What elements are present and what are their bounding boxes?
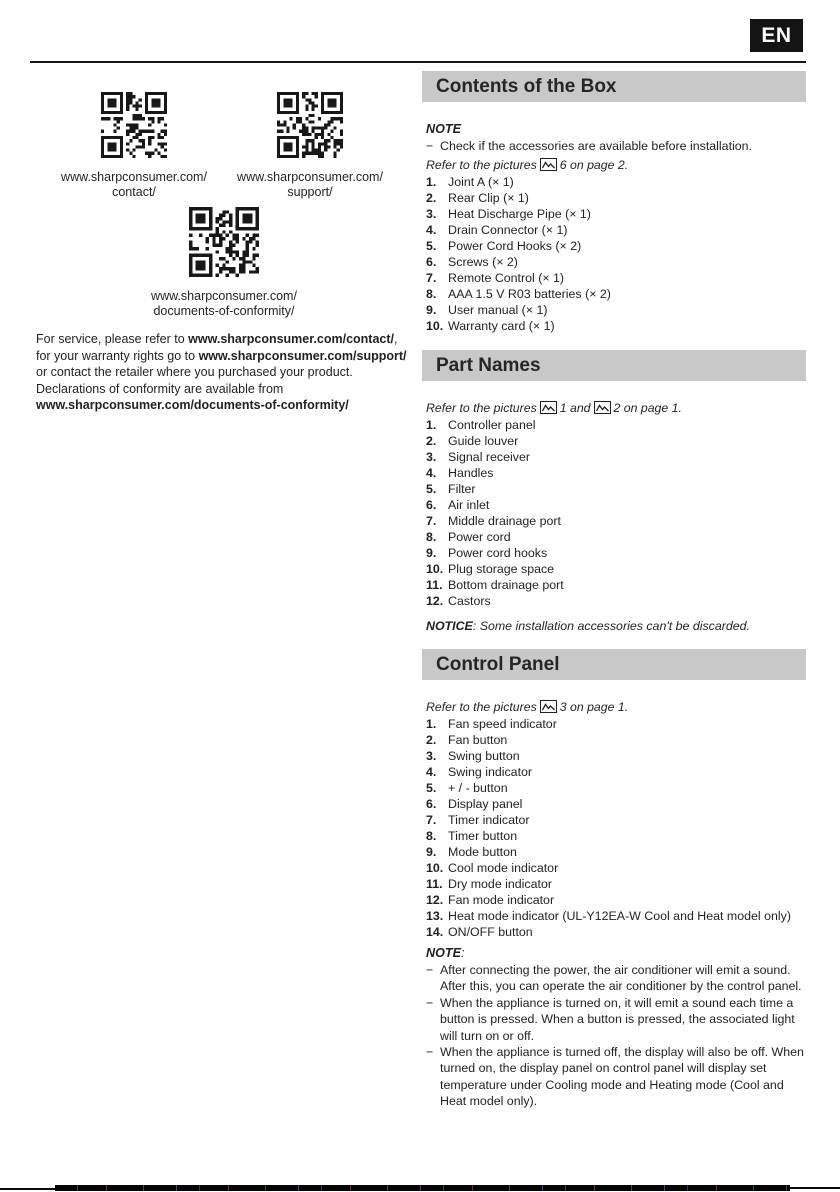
control-panel-notes bbox=[426, 962, 806, 1110]
list-item-number: 1. bbox=[426, 175, 437, 189]
qr-label-line: contact/ bbox=[112, 185, 156, 199]
list-item bbox=[426, 796, 806, 812]
section-title: Part Names bbox=[422, 350, 806, 381]
section-title: Control Panel bbox=[422, 649, 806, 680]
qr-label-line: www.sharpconsumer.com/ bbox=[61, 170, 207, 184]
list-item-number: 1. bbox=[426, 418, 437, 432]
refer-text: Refer to the pictures bbox=[426, 158, 537, 172]
list-item bbox=[426, 876, 806, 892]
refer-line bbox=[426, 400, 806, 416]
service-segment: For service, please refer to bbox=[36, 332, 189, 346]
control-panel-list bbox=[426, 716, 806, 940]
section-body bbox=[422, 400, 806, 634]
contents-list bbox=[426, 174, 806, 334]
note-item bbox=[426, 1044, 806, 1110]
note-label: NOTE bbox=[426, 122, 461, 136]
list-item bbox=[426, 828, 806, 844]
list-item-number: 6. bbox=[426, 498, 437, 512]
conformity-text bbox=[36, 381, 413, 414]
section-body bbox=[422, 699, 806, 1110]
list-item-text: Swing button bbox=[448, 749, 520, 763]
section-contents-of-the-box bbox=[422, 71, 806, 334]
note-item bbox=[426, 995, 806, 1044]
list-item-text: Heat Discharge Pipe (× 1) bbox=[448, 207, 591, 221]
list-item-number: 2. bbox=[426, 733, 437, 747]
list-item bbox=[426, 812, 806, 828]
note-item bbox=[426, 138, 806, 154]
service-paragraph bbox=[36, 331, 413, 414]
list-item-number: 5. bbox=[426, 239, 437, 253]
notice-label: NOTICE bbox=[426, 619, 473, 633]
list-item bbox=[426, 529, 806, 545]
note-item bbox=[426, 962, 806, 995]
qr-label-conformity bbox=[134, 289, 314, 319]
list-item-number: 4. bbox=[426, 765, 437, 779]
list-item-number: 2. bbox=[426, 434, 437, 448]
service-url-contact: www.sharpconsumer.com/contact/ bbox=[188, 332, 394, 346]
list-item bbox=[426, 561, 806, 577]
page-bottom-edge bbox=[55, 1185, 790, 1191]
refer-line bbox=[426, 157, 806, 173]
list-item bbox=[426, 190, 806, 206]
list-item-text: Power Cord Hooks (× 2) bbox=[448, 239, 582, 253]
list-item bbox=[426, 206, 806, 222]
list-item-number: 3. bbox=[426, 207, 437, 221]
list-item bbox=[426, 254, 806, 270]
list-item-number: 9. bbox=[426, 546, 437, 560]
section-part-names bbox=[422, 350, 806, 646]
list-item-number: 1. bbox=[426, 717, 437, 731]
list-item-text: Screws (× 2) bbox=[448, 255, 518, 269]
list-item-text: + / - button bbox=[448, 781, 508, 795]
list-item-text: Heat mode indicator (UL-Y12EA-W Cool and Heat model only) bbox=[448, 909, 791, 923]
section-control-panel bbox=[422, 649, 806, 1110]
list-item bbox=[426, 222, 806, 238]
list-item-number: 11. bbox=[426, 578, 443, 592]
list-item-text: Filter bbox=[448, 482, 476, 496]
qr-block-support bbox=[220, 92, 400, 200]
refer-text: Refer to the pictures bbox=[426, 700, 537, 714]
list-item bbox=[426, 860, 806, 876]
list-item-text: Mode button bbox=[448, 845, 517, 859]
service-segment: Declarations of conformity are available from bbox=[36, 381, 284, 396]
list-item-number: 3. bbox=[426, 450, 437, 464]
dash-marker: − bbox=[426, 139, 434, 153]
list-item bbox=[426, 417, 806, 433]
list-item-text: Remote Control (× 1) bbox=[448, 271, 565, 285]
page-bottom-edge bbox=[788, 1187, 840, 1189]
qr-label-line: www.sharpconsumer.com/ bbox=[151, 289, 297, 303]
page-bottom-edge bbox=[0, 1188, 55, 1190]
section-title: Contents of the Box bbox=[422, 71, 806, 102]
list-item-text: Joint A (× 1) bbox=[448, 175, 514, 189]
list-item-number: 10. bbox=[426, 861, 444, 875]
note-label-text: NOTE bbox=[426, 946, 461, 960]
list-item-text: Castors bbox=[448, 594, 491, 608]
list-item-number: 9. bbox=[426, 845, 437, 859]
list-item-number: 4. bbox=[426, 466, 437, 480]
dash-marker: − bbox=[426, 995, 434, 1010]
qr-label-contact bbox=[44, 170, 224, 200]
list-item-text: Display panel bbox=[448, 797, 523, 811]
list-item-text: Power cord bbox=[448, 530, 511, 544]
notice-line bbox=[426, 618, 806, 634]
list-item bbox=[426, 318, 806, 334]
service-url-conformity: www.sharpconsumer.com/documents-of-conformity/ bbox=[36, 398, 349, 412]
qr-label-line: support/ bbox=[287, 185, 333, 199]
note-item-text: When the appliance is turned off, the display will also be off. When turned on, the display panel on control panel will display set temperature under Cooling mode and Heating mode (Cool and Heat model only). bbox=[440, 1045, 804, 1109]
qr-block-contact bbox=[44, 92, 224, 200]
list-item-number: 6. bbox=[426, 255, 437, 269]
list-item bbox=[426, 497, 806, 513]
list-item-text: Power cord hooks bbox=[448, 546, 548, 560]
refer-text: 6 on page 2. bbox=[559, 158, 629, 172]
dash-marker: − bbox=[426, 963, 434, 977]
list-item-number: 7. bbox=[426, 813, 437, 827]
list-item bbox=[426, 270, 806, 286]
language-badge: EN bbox=[750, 19, 803, 52]
qr-code-conformity-icon bbox=[189, 207, 259, 277]
list-item bbox=[426, 577, 806, 593]
list-item-number: 9. bbox=[426, 303, 437, 317]
list-item bbox=[426, 286, 806, 302]
list-item-text: Cool mode indicator bbox=[448, 861, 559, 875]
list-item bbox=[426, 716, 806, 732]
note-item-text: When the appliance is turned on, it will emit a sound each time a button is pressed. When a button is pressed, the associated light will turn on or off. bbox=[440, 995, 795, 1043]
list-item-text: Rear Clip (× 1) bbox=[448, 191, 529, 205]
list-item-text: Plug storage space bbox=[448, 562, 555, 576]
list-item bbox=[426, 908, 806, 924]
list-item-text: Dry mode indicator bbox=[448, 877, 552, 891]
picture-icon bbox=[540, 158, 557, 171]
list-item-number: 10. bbox=[426, 319, 444, 333]
list-item-number: 14. bbox=[426, 925, 444, 939]
service-segment: or contact the retailer where you purchased your product. bbox=[36, 365, 353, 379]
refer-line bbox=[426, 699, 806, 715]
service-text bbox=[36, 331, 413, 381]
list-item-number: 8. bbox=[426, 530, 437, 544]
section-body bbox=[422, 122, 806, 334]
list-item-number: 5. bbox=[426, 781, 437, 795]
list-item-number: 12. bbox=[426, 594, 444, 608]
list-item-text: Middle drainage port bbox=[448, 514, 561, 528]
list-item bbox=[426, 780, 806, 796]
list-item bbox=[426, 924, 806, 940]
list-item-text: Fan button bbox=[448, 733, 508, 747]
list-item bbox=[426, 449, 806, 465]
list-item-number: 2. bbox=[426, 191, 437, 205]
header-divider bbox=[30, 61, 806, 63]
list-item-text: Swing indicator bbox=[448, 765, 533, 779]
list-item-text: Guide louver bbox=[448, 434, 519, 448]
list-item bbox=[426, 481, 806, 497]
list-item bbox=[426, 892, 806, 908]
list-item-text: User manual (× 1) bbox=[448, 303, 548, 317]
refer-text: 1 and bbox=[559, 401, 591, 415]
note-label bbox=[426, 946, 806, 960]
list-item-number: 6. bbox=[426, 797, 437, 811]
list-item-text: Controller panel bbox=[448, 418, 536, 432]
refer-text: 2 on page 1. bbox=[613, 401, 682, 415]
list-item-number: 10. bbox=[426, 562, 444, 576]
list-item bbox=[426, 433, 806, 449]
qr-label-line: www.sharpconsumer.com/ bbox=[237, 170, 383, 184]
note-item-text: Check if the accessories are available before installation. bbox=[440, 139, 752, 153]
list-item-number: 8. bbox=[426, 287, 437, 301]
list-item-number: 12. bbox=[426, 893, 444, 907]
list-item-number: 7. bbox=[426, 514, 437, 528]
list-item bbox=[426, 748, 806, 764]
refer-text: 3 on page 1. bbox=[559, 700, 629, 714]
list-item bbox=[426, 513, 806, 529]
service-segment: , for your warranty rights go to bbox=[36, 332, 398, 363]
qr-code-contact-icon bbox=[101, 92, 167, 158]
list-item-text: Air inlet bbox=[448, 498, 490, 512]
list-item-number: 11. bbox=[426, 877, 443, 891]
note-label-colon: : bbox=[460, 946, 465, 960]
qr-label-line: documents-of-conformity/ bbox=[153, 304, 295, 318]
list-item-text: Bottom drainage port bbox=[448, 578, 564, 592]
list-item bbox=[426, 545, 806, 561]
qr-label-support bbox=[220, 170, 400, 200]
list-item bbox=[426, 174, 806, 190]
list-item bbox=[426, 764, 806, 780]
list-item bbox=[426, 238, 806, 254]
service-url-support: www.sharpconsumer.com/support/ bbox=[198, 348, 407, 363]
picture-icon bbox=[540, 700, 557, 713]
list-item-text: Handles bbox=[448, 466, 494, 480]
list-item-number: 3. bbox=[426, 749, 437, 763]
part-names-list bbox=[426, 417, 806, 609]
list-item-number: 13. bbox=[426, 909, 444, 923]
list-item-text: Timer indicator bbox=[448, 813, 530, 827]
picture-icon bbox=[540, 401, 557, 414]
dash-marker: − bbox=[426, 1045, 434, 1060]
list-item-number: 4. bbox=[426, 223, 437, 237]
list-item-text: Fan mode indicator bbox=[448, 893, 555, 907]
list-item-text: Warranty card (× 1) bbox=[448, 319, 555, 333]
list-item-text: Fan speed indicator bbox=[448, 717, 557, 731]
list-item-number: 7. bbox=[426, 271, 437, 285]
list-item bbox=[426, 302, 806, 318]
list-item bbox=[426, 844, 806, 860]
notice-text: : Some installation accessories can't be discarded. bbox=[472, 619, 750, 633]
note-item-text: After connecting the power, the air conditioner will emit a sound. After this, you can operate the air conditioner by the control panel. bbox=[440, 963, 802, 994]
list-item-text: ON/OFF button bbox=[448, 925, 533, 939]
qr-code-support-icon bbox=[277, 92, 343, 158]
list-item bbox=[426, 465, 806, 481]
list-item bbox=[426, 593, 806, 609]
refer-text: Refer to the pictures bbox=[426, 401, 537, 415]
list-item-number: 8. bbox=[426, 829, 437, 843]
qr-block-conformity bbox=[134, 207, 314, 319]
list-item bbox=[426, 732, 806, 748]
list-item-text: Drain Connector (× 1) bbox=[448, 223, 568, 237]
list-item-text: Timer button bbox=[448, 829, 518, 843]
list-item-number: 5. bbox=[426, 482, 437, 496]
list-item-text: Signal receiver bbox=[448, 450, 530, 464]
picture-icon bbox=[594, 401, 611, 414]
list-item-text: AAA 1.5 V R03 batteries (× 2) bbox=[448, 287, 611, 301]
